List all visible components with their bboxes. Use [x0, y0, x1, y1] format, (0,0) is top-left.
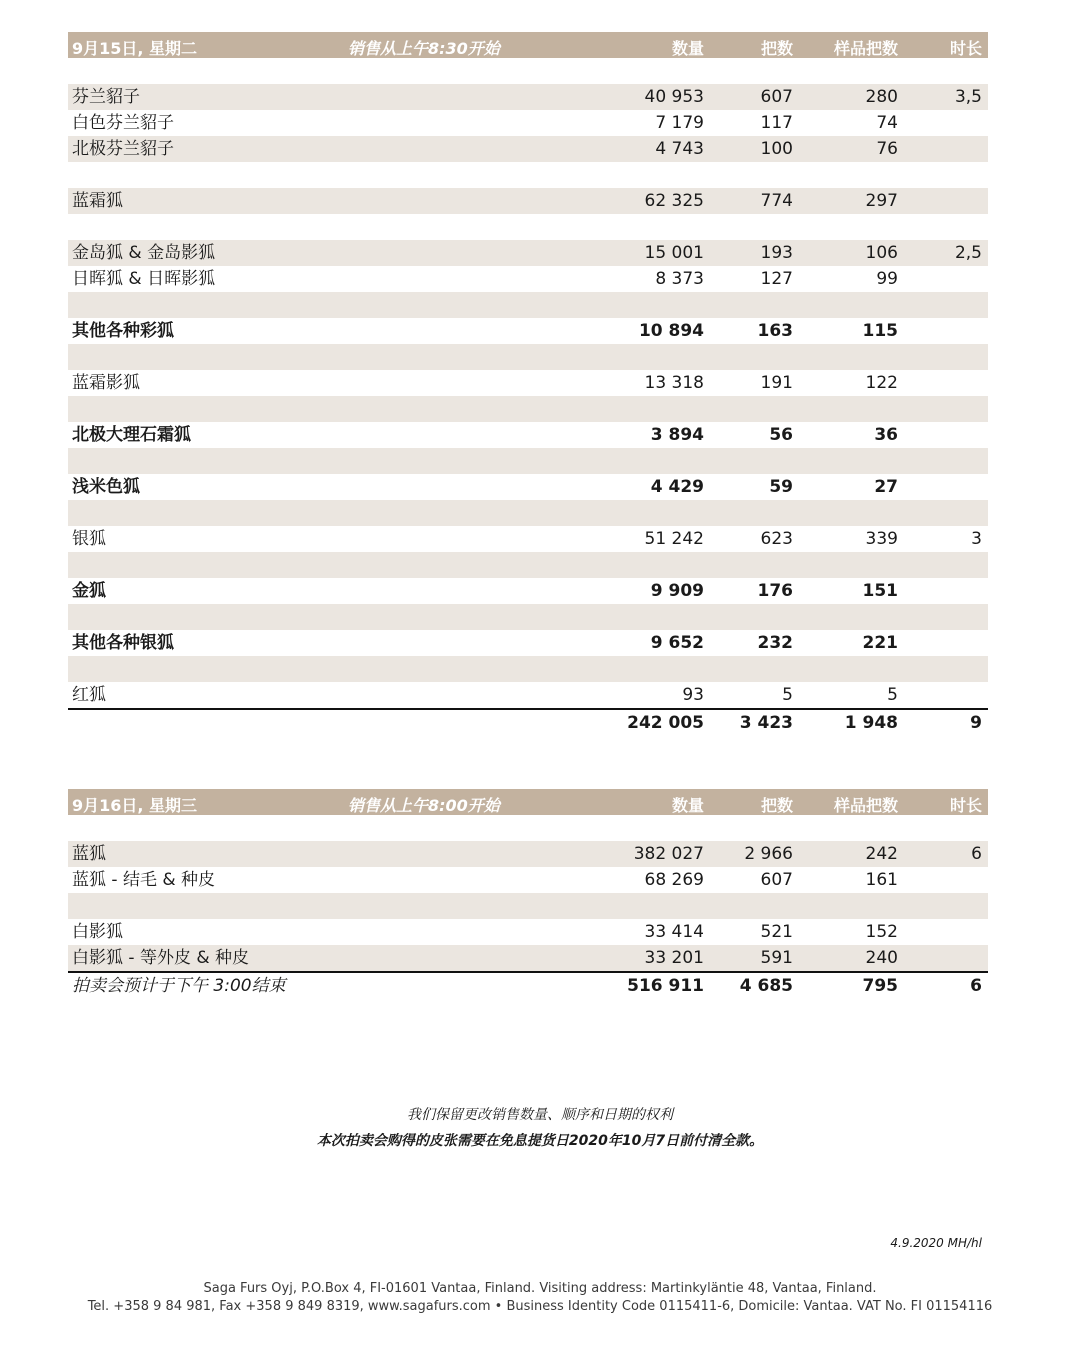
row-quantity: 10 894 — [638, 321, 704, 341]
row-sample-bundles: 122 — [865, 373, 898, 393]
row-bundles: 607 — [760, 87, 793, 107]
row-label: 其他各种彩狐 — [72, 321, 174, 341]
row-label: 北极大理石霜狐 — [72, 425, 191, 445]
row-quantity: 51 242 — [644, 529, 704, 549]
row-sample-bundles: 115 — [862, 321, 898, 341]
spacer-row — [68, 815, 988, 841]
row-quantity: 15 001 — [644, 243, 704, 263]
table-row — [68, 682, 988, 708]
total-quantity: 242 005 — [627, 713, 704, 733]
row-bundles: 127 — [760, 269, 793, 289]
row-label: 其他各种银狐 — [72, 633, 174, 653]
spacer-row — [68, 58, 988, 84]
sales-table-sep16 — [68, 789, 988, 997]
table-header — [68, 32, 988, 58]
table-row — [68, 945, 988, 971]
total-sample-bundles: 795 — [862, 976, 898, 996]
row-quantity: 8 373 — [655, 269, 704, 289]
table-row — [68, 474, 988, 500]
row-bundles: 5 — [782, 685, 793, 705]
table-row — [68, 318, 988, 344]
row-duration: 3 — [971, 529, 982, 549]
row-label: 白影狐 — [72, 922, 123, 942]
row-sample-bundles: 280 — [865, 87, 898, 107]
row-bundles: 117 — [760, 113, 793, 133]
row-sample-bundles: 5 — [887, 685, 898, 705]
row-label: 蓝狐 - 结毛 & 种皮 — [72, 870, 216, 890]
row-sample-bundles: 36 — [874, 425, 898, 445]
spacer-row — [68, 604, 988, 630]
row-label: 浅米色狐 — [72, 477, 140, 497]
spacer-row — [68, 396, 988, 422]
row-bundles: 623 — [760, 529, 793, 549]
col-quantity: 数量 — [671, 39, 704, 58]
row-sample-bundles: 240 — [865, 948, 898, 968]
auction-end-note: 拍卖会预计于下午 3:00结束 — [72, 976, 286, 996]
row-sample-bundles: 339 — [865, 529, 898, 549]
row-bundles: 232 — [757, 633, 793, 653]
row-duration: 2,5 — [954, 243, 982, 263]
row-label: 红狐 — [72, 685, 106, 705]
table-row — [68, 188, 988, 214]
row-quantity: 3 894 — [650, 425, 704, 445]
row-quantity: 33 201 — [644, 948, 704, 968]
row-bundles: 56 — [769, 425, 793, 445]
table-row — [68, 266, 988, 292]
sale-date: 9月16日, 星期三 — [72, 796, 198, 815]
row-quantity: 7 179 — [655, 113, 704, 133]
table-row — [68, 84, 988, 110]
table-row — [68, 578, 988, 604]
row-duration: 6 — [971, 844, 982, 864]
spacer-row — [68, 344, 988, 370]
row-bundles: 774 — [760, 191, 793, 211]
row-quantity: 33 414 — [644, 922, 704, 942]
total-bundles: 3 423 — [739, 713, 793, 733]
col-sample-bundles: 样品把数 — [833, 39, 898, 58]
spacer-row — [68, 214, 988, 240]
row-bundles: 100 — [760, 139, 793, 159]
row-bundles: 591 — [760, 948, 793, 968]
total-duration: 9 — [970, 713, 982, 733]
footer-contact: Tel. +358 9 84 981, Fax +358 9 849 8319, www.sagafurs.com • Business Identity Code 0115411-6, Domicile: Vantaa. VAT No. FI 01154116 — [87, 1299, 993, 1314]
row-label: 金狐 — [72, 581, 106, 601]
col-bundles: 把数 — [760, 39, 793, 58]
row-sample-bundles: 27 — [874, 477, 898, 497]
row-sample-bundles: 152 — [865, 922, 898, 942]
total-bundles: 4 685 — [739, 976, 793, 996]
col-sample-bundles: 样品把数 — [833, 796, 898, 815]
row-quantity: 62 325 — [644, 191, 704, 211]
table-row — [68, 136, 988, 162]
row-sample-bundles: 99 — [876, 269, 898, 289]
sales-table-sep15 — [68, 32, 988, 734]
footer-address: Saga Furs Oyj, P.O.Box 4, FI-01601 Vantaa, Finland. Visiting address: Martinkyläntie 48, Vantaa, Finland. — [203, 1281, 877, 1296]
row-label: 日晖狐 & 日晖影狐 — [72, 269, 216, 289]
total-row — [68, 708, 988, 734]
table-row — [68, 110, 988, 136]
col-duration: 时长 — [949, 796, 982, 815]
row-quantity: 93 — [682, 685, 704, 705]
row-label: 蓝霜影狐 — [72, 373, 140, 393]
col-quantity: 数量 — [671, 796, 704, 815]
payment-deadline-note: 本次拍卖会购得的皮张需要在免息提货日2020年10月7日前付清全款。 — [316, 1133, 764, 1149]
row-bundles: 176 — [757, 581, 793, 601]
table-row — [68, 526, 988, 552]
spacer-row — [68, 448, 988, 474]
row-duration: 3,5 — [954, 87, 982, 107]
row-bundles: 607 — [760, 870, 793, 890]
row-label: 芬兰貂子 — [72, 87, 140, 107]
row-quantity: 4 743 — [655, 139, 704, 159]
col-bundles: 把数 — [760, 796, 793, 815]
col-duration: 时长 — [949, 39, 982, 58]
spacer-row — [68, 162, 988, 188]
spacer-row — [68, 893, 988, 919]
row-quantity: 4 429 — [650, 477, 704, 497]
total-quantity: 516 911 — [627, 976, 704, 996]
row-quantity: 9 652 — [650, 633, 704, 653]
table-header — [68, 789, 988, 815]
row-sample-bundles: 297 — [865, 191, 898, 211]
rights-reserved-note: 我们保留更改销售数量、顺序和日期的权利 — [407, 1107, 673, 1123]
row-sample-bundles: 221 — [862, 633, 898, 653]
table-row — [68, 841, 988, 867]
row-sample-bundles: 106 — [865, 243, 898, 263]
row-label: 银狐 — [72, 529, 106, 549]
spacer-row — [68, 500, 988, 526]
total-sample-bundles: 1 948 — [844, 713, 898, 733]
row-quantity: 40 953 — [644, 87, 704, 107]
spacer-row — [68, 292, 988, 318]
row-quantity: 13 318 — [644, 373, 704, 393]
table-row — [68, 422, 988, 448]
row-sample-bundles: 161 — [865, 870, 898, 890]
row-quantity: 382 027 — [633, 844, 704, 864]
row-quantity: 9 909 — [650, 581, 704, 601]
table-row — [68, 630, 988, 656]
row-label: 白影狐 - 等外皮 & 种皮 — [72, 948, 250, 968]
row-bundles: 59 — [769, 477, 793, 497]
row-sample-bundles: 74 — [876, 113, 898, 133]
table-row — [68, 919, 988, 945]
table-body — [68, 58, 988, 708]
table-body — [68, 815, 988, 971]
document-reference: 4.9.2020 MH/hl — [890, 1236, 982, 1250]
row-sample-bundles: 242 — [865, 844, 898, 864]
spacer-row — [68, 656, 988, 682]
row-sample-bundles: 76 — [876, 139, 898, 159]
total-row — [68, 971, 988, 997]
row-label: 白色芬兰貂子 — [72, 113, 174, 133]
sale-start-time: 销售从上午8:00开始 — [348, 796, 500, 815]
sale-start-time: 销售从上午8:30开始 — [348, 39, 500, 58]
row-quantity: 68 269 — [644, 870, 704, 890]
row-label: 北极芬兰貂子 — [72, 139, 174, 159]
sale-date: 9月15日, 星期二 — [72, 39, 198, 58]
row-sample-bundles: 151 — [862, 581, 898, 601]
row-label: 金岛狐 & 金岛影狐 — [72, 243, 216, 263]
row-bundles: 163 — [757, 321, 793, 341]
table-row — [68, 867, 988, 893]
spacer-row — [68, 552, 988, 578]
total-duration: 6 — [970, 976, 982, 996]
row-label: 蓝狐 — [72, 844, 106, 864]
row-bundles: 193 — [760, 243, 793, 263]
table-row — [68, 370, 988, 396]
row-bundles: 2 966 — [744, 844, 793, 864]
row-label: 蓝霜狐 — [72, 191, 123, 211]
table-row — [68, 240, 988, 266]
row-bundles: 521 — [760, 922, 793, 942]
row-bundles: 191 — [760, 373, 793, 393]
